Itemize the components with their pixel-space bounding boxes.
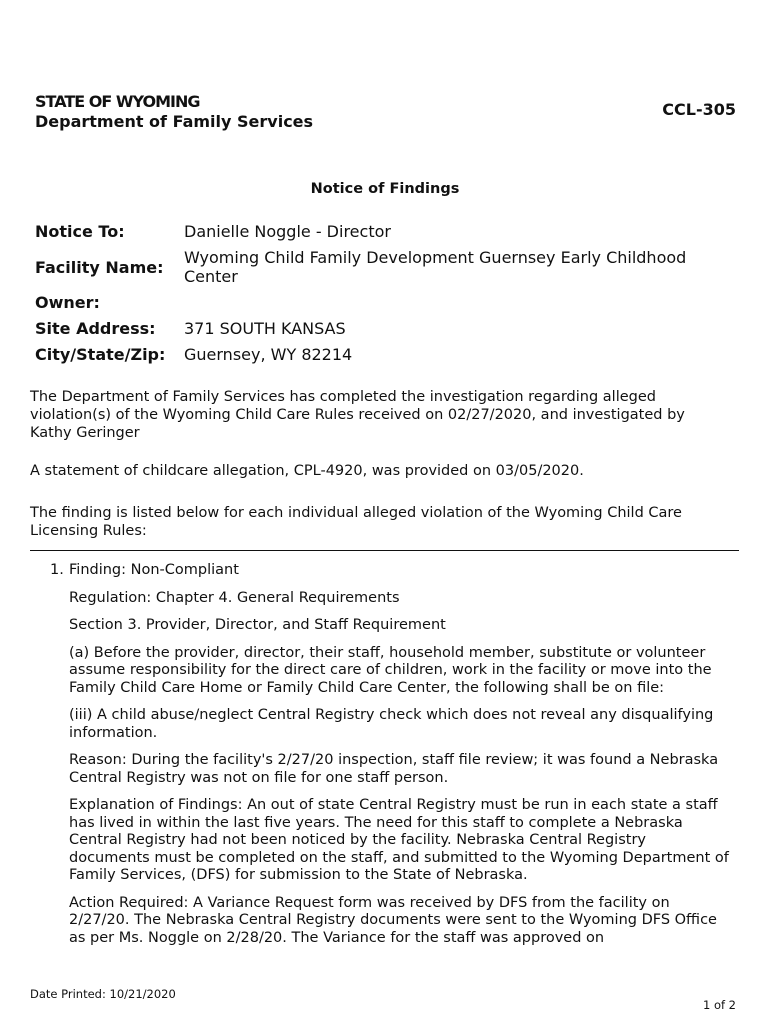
city-row <box>35 345 729 364</box>
city-value: Guernsey, WY 82214 <box>184 345 353 364</box>
subsection-iii-text: (iii) A child abuse/neglect Central Registry check which does not reveal any disqualifying information. <box>69 707 714 741</box>
subsection-a-text: (a) Before the provider, director, their staff, household member, substitute or volunteer assume responsibility for the direct care of children, work in the facility or move into the Family Child Care Home or Family Child Care Center, the following shall be on file: <box>69 644 712 696</box>
finding-number: 1. <box>50 562 64 578</box>
notice-to-value: Danielle Noggle - Director <box>184 222 391 241</box>
notice-to-row <box>35 222 729 241</box>
investigation-paragraph: The Department of Family Services has completed the investigation regarding alleged violation(s) of the Wyoming Child Care Rules received on 02/27/2020, and investigated by Kathy Geringer <box>30 389 685 441</box>
notice-info <box>35 222 729 371</box>
finding-status: Finding: Non-Compliant <box>69 562 239 578</box>
divider <box>30 550 739 551</box>
reason-text: Reason: During the facility's 2/27/20 inspection, staff file review; it was found a Nebraska Central Registry was not on file for one staff person. <box>69 752 719 786</box>
owner-label: Owner: <box>35 293 100 312</box>
finding-item <box>50 562 730 957</box>
date-printed: Date Printed: 10/21/2020 <box>30 987 176 1001</box>
city-label: City/State/Zip: <box>35 345 166 364</box>
facility-value: Wyoming Child Family Development Guernsey Early Childhood Center <box>184 248 687 286</box>
site-address-value: 371 SOUTH KANSAS <box>184 319 346 338</box>
state-name: STATE OF WYOMING <box>35 92 200 111</box>
statement-paragraph: A statement of childcare allegation, CPL-4920, was provided on 03/05/2020. <box>30 463 584 479</box>
explanation-text: Explanation of Findings: An out of state Central Registry must be run in each state a staff has lived in within the last five years. The need for this staff to complete a Nebraska Central Registry had not been noticed by the facility. Nebraska Central Registry documents must be completed on the staff, and submitted to the Wyoming Department of Family Services, (DFS) for submission to the State of Nebraska. <box>69 797 729 883</box>
department-name: Department of Family Services <box>35 112 314 131</box>
page-title: Notice of Findings <box>310 181 460 197</box>
notice-to-label: Notice To: <box>35 222 125 241</box>
owner-row <box>35 293 729 312</box>
action-required-text: Action Required: A Variance Request form was received by DFS from the facility on 2/27/20. The Nebraska Central Registry documents were sent to the Wyoming DFS Office as per Ms. Noggle on 2/28/20. The Variance for the staff was approved on <box>69 894 717 946</box>
document-header <box>35 92 313 132</box>
regulation-text: Regulation: Chapter 4. General Requirements <box>69 589 400 606</box>
owner-value <box>184 293 729 312</box>
site-address-row <box>35 319 729 338</box>
page-number: 1 of 2 <box>702 998 736 1012</box>
section-text: Section 3. Provider, Director, and Staff Requirement <box>69 617 446 633</box>
finding-intro-paragraph: The finding is listed below for each individual alleged violation of the Wyoming Child Care Licensing Rules: <box>30 505 682 539</box>
site-address-label: Site Address: <box>35 319 156 338</box>
form-code: CCL-305 <box>662 100 736 119</box>
facility-row <box>35 248 729 286</box>
facility-label: Facility Name: <box>35 257 164 277</box>
